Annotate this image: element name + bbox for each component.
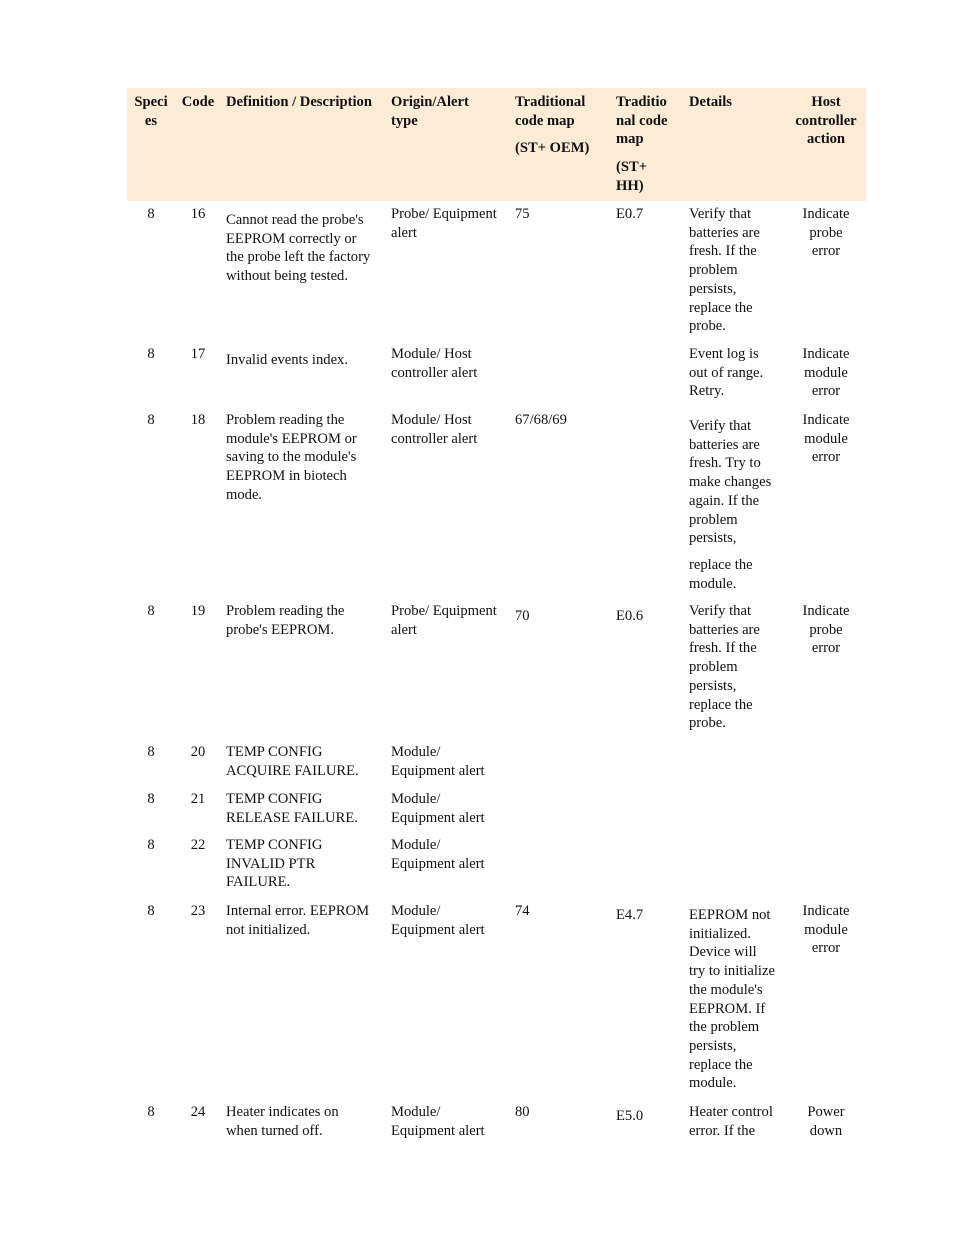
cell-details-line: EEPROM. If [689,1000,766,1017]
cell-details-line: EEPROM not [689,907,771,923]
cell-code [176,790,220,809]
cell-traditional-hh [616,1107,682,1126]
cell-definition-line: mode. [226,486,263,503]
cell-traditional-oem [515,411,611,430]
cell-species-line: 8 [147,744,155,760]
cell-host-action-line: error [811,940,841,957]
cell-definition-line: INVALID PTR [226,855,316,872]
cell-details-line: batteries are [689,224,760,241]
header-host-action-line: controller [795,112,857,129]
cell-definition [226,1103,386,1140]
cell-host-action-line: module [804,430,848,447]
cell-origin-line: Module/ [391,791,441,807]
cell-details-line: replace the [689,1056,753,1073]
cell-code [176,836,220,855]
cell-details-line: replace the [689,696,753,713]
cell-code-line: 18 [190,412,206,428]
cell-host-action [790,205,862,261]
cell-definition-line: FAILURE. [226,874,291,891]
cell-definition [226,351,386,370]
header-host-action-line: Host [811,94,841,110]
cell-details-continued-line: replace the [689,557,753,573]
cell-details-line: fresh. If the [689,243,757,260]
cell-definition-line: Problem reading the [226,412,345,428]
cell-code-line: 17 [190,346,206,362]
cell-origin-line: Equipment alert [391,921,485,938]
cell-details-line: problem [689,511,738,528]
cell-definition [226,743,386,780]
cell-origin [391,345,511,382]
cell-code [176,902,220,921]
cell-species-line: 8 [147,412,155,428]
cell-species-line: 8 [147,603,155,619]
header-traditional-hh-sub-line: (ST+ [616,159,648,175]
cell-origin-line: Equipment alert [391,762,485,779]
cell-details [689,345,789,401]
cell-definition-line: EEPROM correctly or [226,230,357,247]
header-traditional-hh [616,93,682,149]
cell-host-action-line: error [811,640,841,657]
cell-details-line: Retry. [689,383,725,400]
header-origin-line: type [391,112,418,129]
cell-species [131,743,171,762]
cell-code [176,411,220,430]
cell-details [689,1103,789,1140]
cell-details-line: out of range. [689,364,764,381]
cell-definition-line: ACQUIRE FAILURE. [226,762,359,779]
cell-definition [226,902,386,939]
cell-code [176,345,220,364]
cell-details [689,602,789,733]
cell-traditional-oem-line: 74 [515,903,530,919]
cell-details-line: persists, [689,1037,737,1054]
cell-definition [226,836,386,892]
cell-species [131,790,171,809]
cell-traditional-oem-line: 70 [515,608,530,624]
header-origin [391,93,511,130]
cell-details [689,417,789,548]
cell-code [176,205,220,224]
cell-details-line: again. If the [689,492,760,509]
cell-traditional-hh-line: E0.6 [616,608,644,624]
cell-code-line: 19 [190,603,206,619]
cell-host-action-line: Indicate [802,412,850,428]
cell-origin-line: alert [391,621,417,638]
header-traditional-hh-line: Traditio [616,94,667,110]
header-traditional-hh-line: map [616,131,644,148]
cell-code [176,743,220,762]
cell-host-action [790,1103,862,1140]
header-host-action-line: action [806,131,846,148]
cell-details-line: initialized. [689,925,752,942]
cell-details-line: persists, [689,677,737,694]
cell-code-line: 24 [190,1104,206,1120]
cell-origin [391,836,511,873]
cell-species-line: 8 [147,1104,155,1120]
header-species-line: es [144,112,158,129]
cell-origin-line: controller alert [391,430,478,447]
cell-species [131,411,171,430]
cell-origin-line: Module/ [391,744,441,760]
cell-origin-line: Equipment alert [391,855,485,872]
cell-details-line: probe. [689,318,726,335]
cell-host-action-line: Indicate [802,346,850,362]
cell-definition-line: EEPROM in biotech [226,468,347,485]
cell-origin [391,902,511,939]
cell-definition [226,790,386,827]
cell-origin-line: controller alert [391,364,478,381]
cell-origin-line: Equipment alert [391,1122,485,1139]
header-host-action [790,93,862,149]
cell-host-action [790,411,862,467]
cell-origin-line: Module/ [391,903,441,919]
cell-host-action-line: probe [809,621,843,638]
cell-species-line: 8 [147,837,155,853]
cell-species [131,205,171,224]
cell-definition-line: Cannot read the probe's [226,212,364,228]
cell-traditional-hh [616,607,682,626]
header-details-line: Details [689,94,732,110]
cell-code-line: 21 [190,791,206,807]
cell-host-action-line: Power [807,1104,845,1120]
header-species [131,93,171,130]
cell-definition [226,602,386,639]
cell-details-line: problem [689,659,738,676]
cell-origin-line: Module/ Host [391,346,472,362]
cell-code [176,1103,220,1122]
cell-host-action-line: Indicate [802,206,850,222]
cell-traditional-oem-line: 75 [515,206,530,222]
cell-details-line: module. [689,1075,737,1092]
cell-details-line: try to initialize [689,963,775,980]
cell-origin-line: Module/ Host [391,412,472,428]
cell-species-line: 8 [147,206,155,222]
cell-details-continued-line: module. [689,575,737,592]
cell-traditional-oem [515,607,611,626]
cell-host-action-line: error [811,449,841,466]
header-traditional-oem [515,93,611,130]
cell-details-line: make changes [689,474,772,491]
cell-definition-line: TEMP CONFIG [226,744,323,760]
cell-definition-line: TEMP CONFIG [226,837,323,853]
cell-code-line: 20 [190,744,206,760]
cell-details-line: Device will [689,944,757,961]
cell-details [689,205,789,336]
cell-species-line: 8 [147,346,155,362]
cell-details-line: Heater control [689,1104,773,1120]
cell-species [131,1103,171,1122]
cell-details-line: persists, [689,530,737,547]
cell-definition-line: when turned off. [226,1122,323,1139]
cell-definition-line: the probe left the factory [226,249,371,266]
cell-traditional-hh [616,906,682,925]
cell-definition-line: not initialized. [226,921,311,938]
header-origin-line: Origin/Alert [391,94,469,110]
cell-host-action-line: error [811,243,841,260]
cell-traditional-hh-line: E5.0 [616,1108,644,1124]
cell-origin-line: alert [391,224,417,241]
header-code-line: Code [181,94,215,110]
cell-origin [391,205,511,242]
cell-code-line: 23 [190,903,206,919]
cell-species [131,902,171,921]
header-traditional-oem-sub [515,139,611,158]
cell-origin [391,743,511,780]
header-details [689,93,789,112]
cell-definition [226,211,386,286]
header-traditional-hh-sub [616,158,682,195]
header-species-line: Speci [134,94,168,110]
cell-details-line: batteries are [689,621,760,638]
cell-code [176,602,220,621]
cell-definition [226,411,386,505]
cell-details-line: Event log is [689,346,759,362]
cell-traditional-hh [616,205,682,224]
cell-species [131,345,171,364]
cell-details-line: error. If the [689,1122,756,1139]
cell-traditional-oem-line: 80 [515,1104,530,1120]
cell-species-line: 8 [147,791,155,807]
cell-origin [391,790,511,827]
cell-origin-line: Probe/ Equipment [391,603,497,619]
header-code [176,93,220,112]
header-traditional-hh-sub-line: HH) [616,177,644,194]
header-definition-line: Definition / Description [226,94,372,110]
cell-origin [391,602,511,639]
cell-details [689,906,789,1093]
cell-details-line: Verify that [689,418,752,434]
cell-traditional-hh-line: E4.7 [616,907,644,923]
cell-details-line: replace the [689,299,753,316]
cell-host-action-line: probe [809,224,843,241]
header-traditional-oem-line: Traditional [515,94,586,110]
cell-definition-line: Heater indicates on [226,1104,339,1120]
cell-origin-line: Module/ [391,1104,441,1120]
cell-definition-line: saving to the module's [226,449,357,466]
cell-host-action-line: module [804,364,848,381]
cell-host-action-line: module [804,921,848,938]
cell-species [131,836,171,855]
cell-traditional-oem-line: 67/68/69 [515,412,567,428]
cell-traditional-oem [515,1103,611,1122]
cell-definition-line: without being tested. [226,268,349,285]
cell-details-line: batteries are [689,436,760,453]
cell-details-line: probe. [689,715,726,732]
cell-host-action [790,602,862,658]
cell-host-action-line: Indicate [802,903,850,919]
header-definition [226,93,386,112]
cell-details-line: Verify that [689,603,752,619]
cell-traditional-oem [515,205,611,224]
header-traditional-oem-sub-line: (ST+ OEM) [515,140,590,156]
cell-traditional-oem [515,902,611,921]
cell-definition-line: Invalid events index. [226,352,348,368]
cell-origin [391,1103,511,1140]
cell-host-action [790,902,862,958]
cell-details-line: fresh. If the [689,640,757,657]
header-traditional-hh-line: nal code [616,112,668,129]
cell-origin-line: Probe/ Equipment [391,206,497,222]
cell-definition-line: Problem reading the [226,603,345,619]
cell-host-action-line: down [809,1122,843,1139]
cell-host-action-line: error [811,383,841,400]
cell-code-line: 22 [190,837,206,853]
cell-definition-line: module's EEPROM or [226,430,357,447]
cell-origin-line: Module/ [391,837,441,853]
cell-species-line: 8 [147,903,155,919]
cell-details-line: the module's [689,981,763,998]
cell-details-line: the problem [689,1019,760,1036]
cell-host-action-line: Indicate [802,603,850,619]
cell-details-line: fresh. Try to [689,455,761,472]
cell-species [131,602,171,621]
cell-details-continued [689,556,789,593]
cell-definition-line: RELEASE FAILURE. [226,809,358,826]
cell-traditional-hh-line: E0.7 [616,206,644,222]
cell-details-line: Verify that [689,206,752,222]
cell-host-action [790,345,862,401]
cell-details-line: problem [689,262,738,279]
cell-origin [391,411,511,448]
cell-definition-line: TEMP CONFIG [226,791,323,807]
cell-definition-line: probe's EEPROM. [226,621,335,638]
cell-details-line: persists, [689,280,737,297]
cell-origin-line: Equipment alert [391,809,485,826]
cell-code-line: 16 [190,206,206,222]
header-traditional-oem-line: code map [515,112,575,129]
cell-definition-line: Internal error. EEPROM [226,903,370,919]
